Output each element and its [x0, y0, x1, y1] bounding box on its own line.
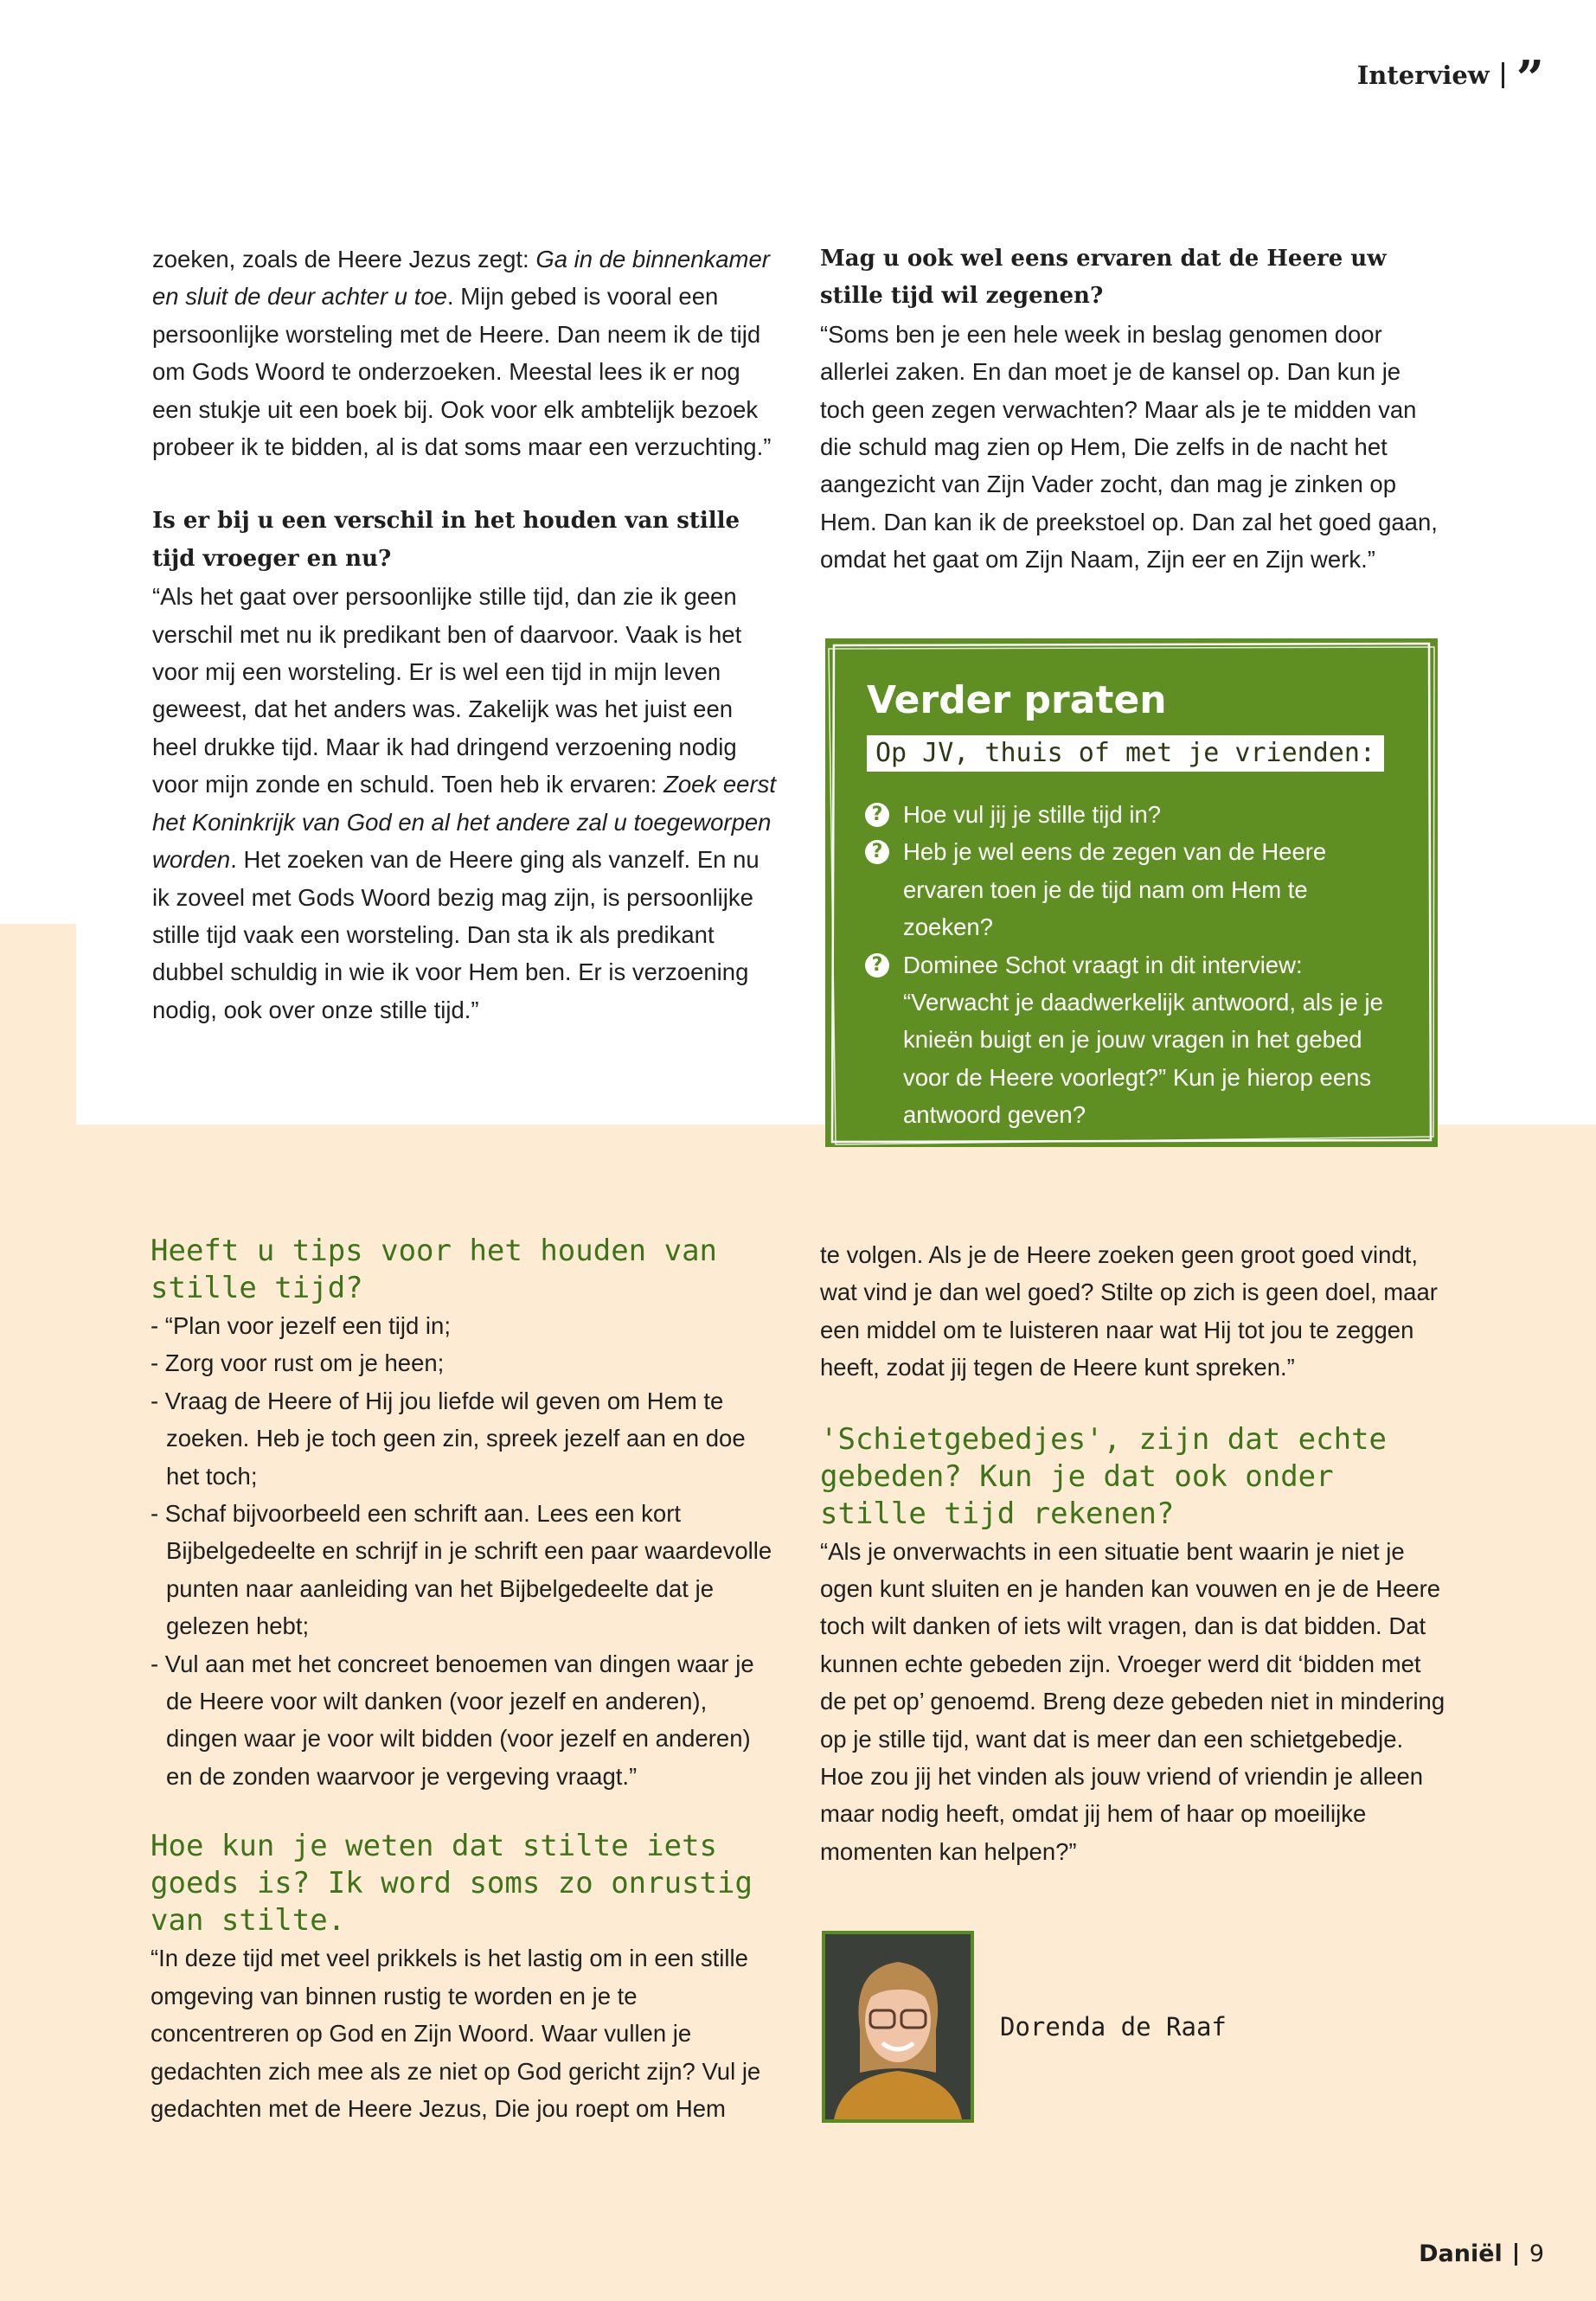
- question-icon: ?: [865, 840, 889, 864]
- section-heading: Heeft u tips voor het houden van stille tijd?: [151, 1234, 718, 1305]
- answer-paragraph: “In deze tijd met veel prikkels is het lastig om in een stille omgeving van binnen rustig te worden en je te concentreren op God en Zijn Woord. Waar vullen je gedachten zich mee als ze niet op God gericht zijn? Vul je gedachten met de Heere Jezus, Die jou roept om Hem: [151, 1945, 761, 2122]
- column-bottom-right: [820, 1236, 1446, 1870]
- tips-list: [151, 1307, 777, 1795]
- avatar: [825, 1934, 971, 2119]
- continuation-paragraph: te volgen. Als je de Heere zoeken geen groot goed vindt, wat vind je dan wel goed? Stilte op zich is geen doel, maar een middel om te luisteren naar wat Hij tot jou te zeggen heeft, zodat jij tegen de Heere kunt spreken.”: [820, 1241, 1438, 1381]
- header-divider: [1502, 62, 1504, 88]
- section-label: Interview: [1356, 61, 1490, 90]
- box-subtitle: Op JV, thuis of met je vrienden:: [867, 735, 1384, 772]
- bible-quote: Ga in de binnenkamer en sluit de deur achter u toe: [152, 246, 770, 311]
- section-heading: 'Schietgebedjes', zijn dat echte gebeden? Kun je dat ook onder stille tijd rekenen?: [820, 1421, 1388, 1531]
- question-icon: ?: [865, 803, 889, 827]
- section-heading: Hoe kun je weten dat stilte iets goeds is? Ik word soms zo onrustig van stilte.: [151, 1829, 753, 1939]
- bible-quote: Zoek eerst het Koninkrijk van God en al het andere zal u toegeworpen worden: [152, 771, 777, 874]
- quote-icon: ”: [1516, 59, 1544, 92]
- interview-answer: [152, 578, 777, 1029]
- text-run: “Als het gaat over persoonlijke stille tijd, dan zie ik geen verschil met nu ik predikant ben of daarvoor. Vaak is het voor mij een worsteling. Er is wel een tijd in mijn leven geweest, dat het anders was. Zakelijk was het juist een heel drukke tijd. Maar ik had dringend verzoening nodig voor mijn zonde en schuld. Toen heb ik ervaren:: [152, 583, 742, 798]
- author-caption: Dorenda de Raaf: [1000, 2012, 1227, 2041]
- discussion-box: [825, 638, 1438, 1147]
- paragraph-intro: [152, 240, 777, 465]
- list-item: ? Hoe vul jij je stille tijd in?: [865, 796, 1401, 833]
- text-run: zoeken, zoals de Heere Jezus zegt:: [152, 246, 536, 272]
- text-run: . Het zoeken van de Heere ging als vanzelf. En nu ik zoveel met Gods Woord bezig mag zijn, is persoonlijke stille tijd vaak een worsteling. Dan sta ik als predikant dubbel schuldig in wie ik voor Hem ben. Er is verzoening nodig, ook over onze stille tijd.”: [152, 846, 760, 1023]
- footer-divider: [1515, 2243, 1517, 2266]
- list-item: ? Dominee Schot vraagt in dit interview: “Verwacht je daadwerkelijk antwoord, als je je knieën buigt en je jouw vragen in het gebed voor de Heere voorlegt?” Kun je hierop eens antwoord geven?: [865, 946, 1401, 1134]
- column-top-right: [820, 240, 1445, 579]
- question-icon: ?: [865, 953, 889, 977]
- list-item: ? Heb je wel eens de zegen van de Heere ervaren toen je de tijd nam om Hem te zoeken?: [865, 833, 1401, 945]
- list-item: - “Plan voor jezelf een tijd in;: [151, 1312, 451, 1339]
- list-item: - Vul aan met het concreet benoemen van dingen waar je de Heere voor wilt danken (voor jezelf en anderen), dingen waar je voor wilt bidden (voor jezelf en anderen) en de zonden waarvoor je vergeving vraagt.”: [151, 1650, 754, 1790]
- question-list: [865, 796, 1401, 1134]
- page-header: [1357, 59, 1544, 92]
- list-item: - Zorg voor rust om je heen;: [151, 1349, 445, 1377]
- interview-question: Is er bij u een verschil in het houden van stille tijd vroeger en nu?: [152, 508, 740, 572]
- list-item: - Vraag de Heere of Hij jou liefde wil geven om Hem te zoeken. Heb je toch geen zin, spreek jezelf aan en doe het toch;: [151, 1387, 746, 1490]
- interview-answer: “Soms ben je een hele week in beslag genomen door allerlei zaken. En dan moet je de kansel op. Dan kun je toch geen zegen verwachten? Maar als je te midden van die schuld mag zien op Hem, Die zelfs in de nacht het aangezicht van Zijn Vader zocht, dan mag je zinken op Hem. Dan kan ik de preekstoel op. Dan zal het goed gaan, omdat het gaat om Zijn Naam, Zijn eer en Zijn werk.”: [820, 320, 1438, 574]
- magazine-name: Daniël: [1419, 2240, 1503, 2267]
- list-item: - Schaf bijvoorbeeld een schrift aan. Lees een kort Bijbelgedeelte en schrijf in je schrift een paar waardevolle punten naar aanleiding van het Bijbelgedeelte dat je gelezen hebt;: [151, 1500, 772, 1640]
- column-top-left: [152, 240, 777, 1029]
- author-photo: [822, 1931, 974, 2123]
- page-footer: [1419, 2240, 1544, 2267]
- page-number: 9: [1529, 2240, 1544, 2267]
- column-bottom-left: [151, 1233, 777, 2127]
- text-run: . Mijn gebed is vooral een persoonlijke worsteling met de Heere. Dan neem ik de tijd om Gods Woord te onderzoeken. Meestal lees ik er nog een stukje uit een boek bij. Ook voor elk ambtelijk bezoek probeer ik te bidden, al is dat soms maar een verzuchting.”: [152, 283, 772, 461]
- cream-background-left: [0, 924, 76, 2301]
- interview-question: Mag u ook wel eens ervaren dat de Heere uw stille tijd wil zegenen?: [820, 246, 1387, 310]
- answer-paragraph: “Als je onverwachts in een situatie bent waarin je niet je ogen kunt sluiten en je handen kan vouwen en je de Heere toch wilt danken of iets wilt vragen, dan is dat bidden. Dat kunnen echte gebeden zijn. Vroeger werd dit ‘bidden met de pet op’ genoemd. Breng deze gebeden niet in mindering op je stille tijd, want dat is meer dan een schietgebedje. Hoe zou jij het vinden als jouw vriend of vriendin je alleen maar nodig heeft, omdat jij hem of haar op moeilijke momenten kan helpen?”: [820, 1537, 1445, 1865]
- box-title: Verder praten: [867, 678, 1167, 722]
